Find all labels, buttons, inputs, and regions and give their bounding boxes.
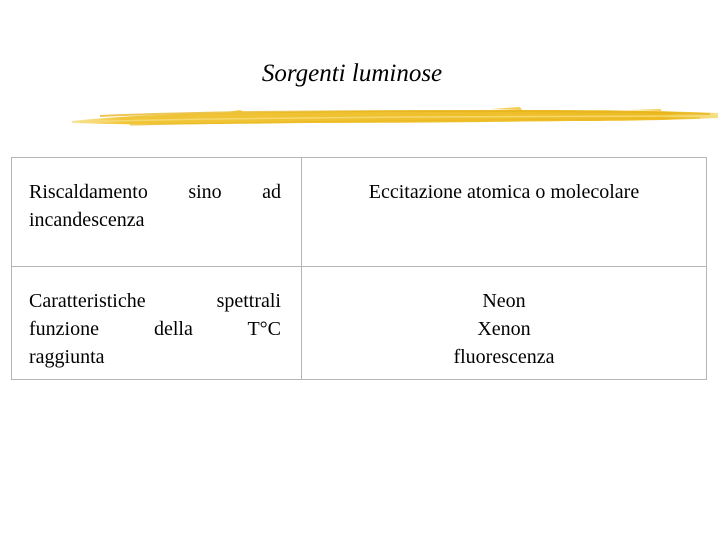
cell-text-line: incandescenza bbox=[29, 209, 145, 231]
cell-text-line: Eccitazione atomica o molecolare bbox=[368, 181, 640, 203]
table-row bbox=[12, 267, 707, 380]
slide-title: Sorgenti luminose bbox=[261, 60, 443, 87]
sources-table bbox=[11, 157, 707, 380]
cell-text-line: raggiunta bbox=[29, 346, 105, 368]
cell-text-line: Neon bbox=[482, 290, 526, 312]
table-cell-spectral-characteristics bbox=[12, 267, 302, 380]
table-row bbox=[12, 158, 707, 267]
table-cell-examples bbox=[302, 267, 707, 380]
cell-text-line: funzione della T°C bbox=[29, 318, 281, 340]
cell-text-line: Caratteristiche spettrali bbox=[29, 290, 281, 312]
table-cell-heating bbox=[12, 158, 302, 267]
cell-text-line: Xenon bbox=[477, 318, 531, 340]
cell-text-line: Riscaldamento sino ad bbox=[29, 181, 281, 203]
table-cell-excitation bbox=[302, 158, 707, 267]
cell-text-line: fluorescenza bbox=[453, 346, 555, 368]
title-underline-brushstroke bbox=[70, 104, 720, 130]
